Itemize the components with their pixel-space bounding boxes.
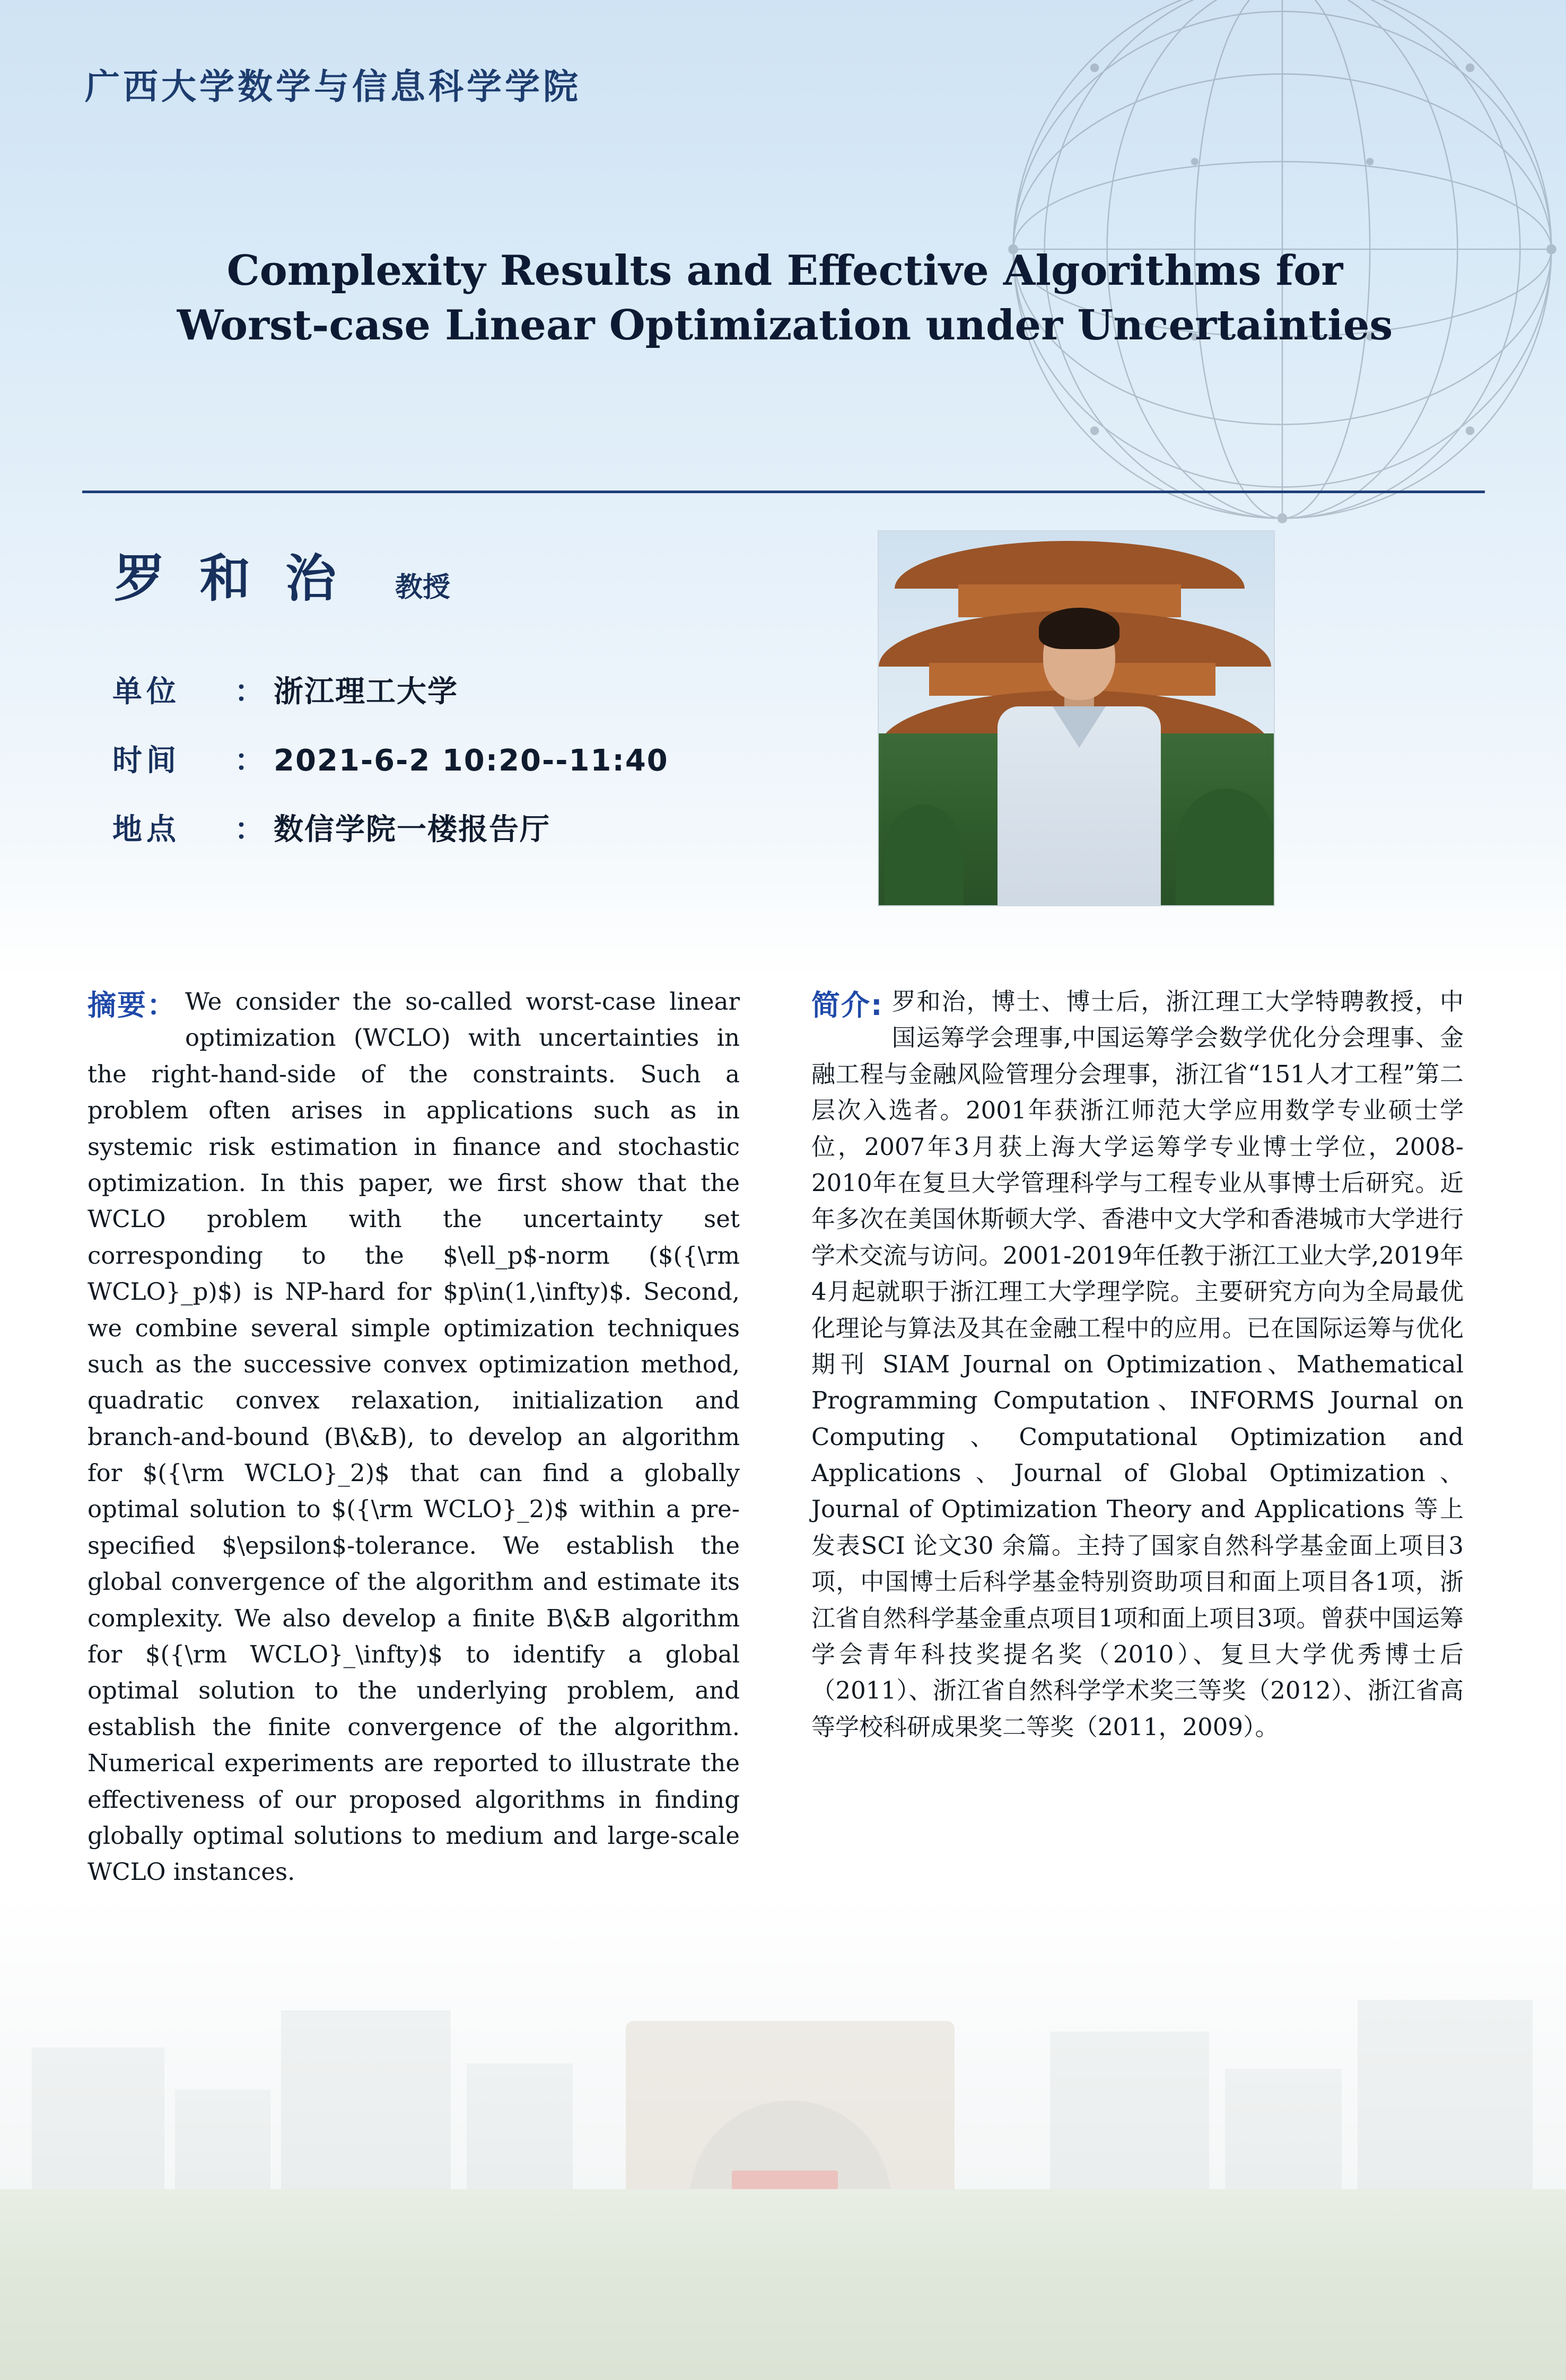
speaker-photo	[878, 530, 1275, 906]
info-colon-time: ：	[234, 743, 264, 778]
info-label-time: 时间	[112, 743, 180, 778]
bio-paragraph	[811, 984, 1464, 1745]
info-row-affiliation	[112, 668, 458, 711]
university-title: 广西大学数学与信息科学学院	[85, 66, 581, 107]
info-value-location: 数信学院一楼报告厅	[274, 812, 550, 847]
info-colon-affiliation: ：	[234, 675, 264, 709]
talk-title-line-2: Worst-case Linear Optimization under Uncertainties	[177, 301, 1393, 349]
abstract-heading: 摘要：	[88, 988, 177, 1022]
info-value-affiliation: 浙江理工大学	[274, 675, 458, 709]
bio-column	[811, 984, 1464, 1769]
talk-title-line-1: Complexity Results and Effective Algorithms for	[226, 247, 1343, 295]
abstract-column	[88, 984, 740, 1914]
abstract-text: We consider the so-called worst-case linear optimization (WCLO) with uncertainties in the right-hand-side of the constraints. Such a problem often arises in applications such as in systemic risk estimation in finance and stochastic optimization. In this paper, we first show that the WCLO problem with the uncertainty set corresponding to the $\ell_p$-norm ($({\rm WCLO}_p)$) is NP-hard for $p\in(1,\infty)$. Second, we combine several simple optimization techniques such as the successive convex optimization method, quadratic convex relaxation, initialization and branch-and-bound (B\&B), to develop an algorithm for $({\rm WCLO}_2)$ that can find a globally optimal solution to $({\rm WCLO}_2)$ within a pre-specified $\epsilon$-tolerance. We establish the global convergence of the algorithm and estimate its complexity. We also develop a finite B\&B algorithm for $({\rm WCLO}_\infty)$ to identify a global optimal solution to the underlying problem, and establish the finite convergence of the algorithm. Numerical experiments are reported to illustrate the effectiveness of our proposed algorithms in finding globally optimal solutions to medium and large-scale WCLO instances.	[88, 987, 740, 1886]
bio-text: 罗和治，博士、博士后，浙江理工大学特聘教授，中国运筹学会理事,中国运筹学会数学优化分会理事、金融工程与金融风险管理分会理事，浙江省“151人才工程”第二层次入选者。2001年获浙江师范大学应用数学专业硕士学位，2007年3月获上海大学运筹学专业博士学位，2008-2010年在复旦大学管理科学与工程专业从事博士后研究。近年多次在美国休斯顿大学、香港中文大学和香港城市大学进行学术交流与访问。2001-2019年任教于浙江工业大学,2019年4月起就职于浙江理工大学理学院。主要研究方向为全局最优化理论与算法及其在金融工程中的应用。已在国际运筹与优化期刊 SIAM Journal on Optimization、Mathematical Programming Computation、INFORMS Journal on Computing、Computational Optimization and Applications、Journal of Global Optimization、Journal of Optimization Theory and Applications 等上发表SCI 论文30 余篇。主持了国家自然科学基金面上项目3项，中国博士后科学基金特别资助项目和面上项目各1项，浙江省自然科学基金重点项目1项和面上项目3项。曾获中国运筹学会青年科技奖提名奖（2010）、复旦大学优秀博士后（2011）、浙江省自然科学学术奖三等奖（2012）、浙江省高等学校科研成果奖二等奖（2011，2009）。	[811, 987, 1464, 1741]
bio-heading: 简介:	[811, 988, 883, 1022]
abstract-paragraph	[88, 984, 740, 1891]
talk-title	[80, 244, 1490, 353]
info-value-time: 2021-6-2 10:20--11:40	[274, 743, 669, 778]
info-colon-location: ：	[234, 812, 264, 847]
info-label-affiliation: 单位	[112, 675, 180, 709]
speaker-rank: 教授	[395, 571, 451, 603]
info-row-location	[112, 806, 550, 848]
info-row-time	[112, 737, 669, 780]
info-label-location: 地点	[112, 812, 180, 847]
title-divider	[82, 491, 1485, 493]
speaker-name: 罗 和 治	[114, 548, 345, 608]
